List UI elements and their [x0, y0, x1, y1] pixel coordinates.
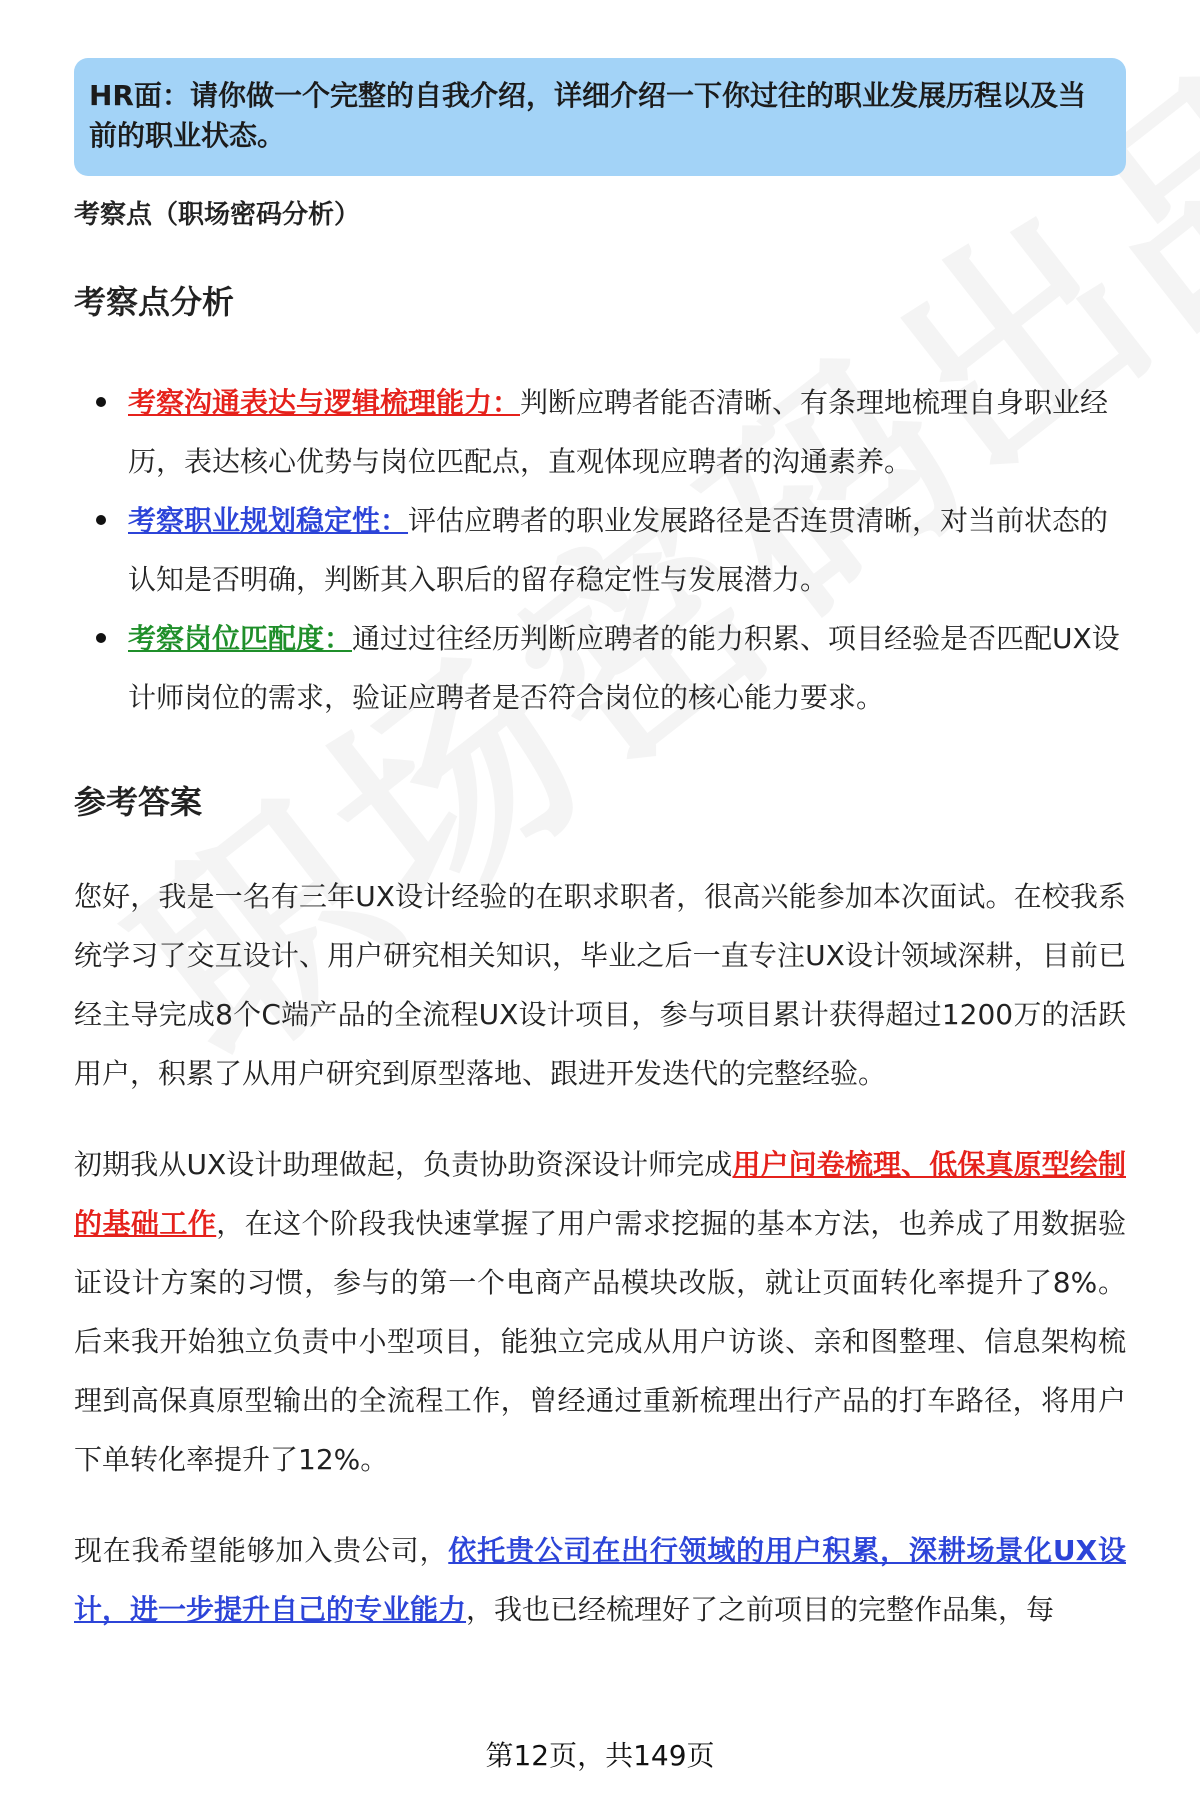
bullet-icon [96, 515, 106, 525]
point-keyword: 考察岗位匹配度： [128, 622, 353, 655]
answer-paragraph-3 [74, 1521, 1126, 1639]
analysis-heading: 考察点分析 [74, 283, 235, 321]
point-text: 判断应聘者能否清晰、有条理地梳理自身职业经历，表达核心优势与岗位匹配点，直观体现应聘者的沟通素养。 [128, 386, 1109, 478]
bullet-icon [96, 397, 106, 407]
analysis-list [74, 373, 1126, 727]
paragraph-text: 现在我希望能够加入贵公司， [74, 1534, 449, 1567]
answer-heading: 参考答案 [74, 783, 203, 821]
highlight-text: 依托贵公司在出行领域的用户积累，深耕场景化UX设计，进一步提升自己的专业能力 [74, 1534, 1126, 1626]
bullet-icon [96, 633, 106, 643]
answer-paragraph-2 [74, 1135, 1126, 1489]
page-number: 第12页，共149页 [485, 1739, 715, 1772]
question-box: HR面：请你做一个完整的自我介绍，详细介绍一下你过往的职业发展历程以及当前的职业状态。 [74, 58, 1126, 176]
point-keyword: 考察沟通表达与逻辑梳理能力： [128, 386, 521, 419]
point-text: 通过过往经历判断应聘者的能力积累、项目经验是否匹配UX设计师岗位的需求，验证应聘者是否符合岗位的核心能力要求。 [128, 622, 1120, 714]
point-keyword: 考察职业规划稳定性： [128, 504, 409, 537]
paragraph-text: 初期我从UX设计助理做起，负责协助资深设计师完成 [74, 1148, 733, 1181]
answer-paragraph-1: 您好，我是一名有三年UX设计经验的在职求职者，很高兴能参加本次面试。在校我系统学习了交互设计、用户研究相关知识，毕业之后一直专注UX设计领域深耕，目前已经主导完成8个C端产品的全流程UX设计项目，参与项目累计获得超过1200万的活跃用户，积累了从用户研究到原型落地、跟进开发迭代的完整经验。 [74, 880, 1126, 1090]
list-item [74, 491, 1126, 609]
paragraph-text: ，我也已经梳理好了之前项目的完整作品集，每 [466, 1593, 1055, 1626]
list-item [74, 609, 1126, 727]
paragraph-text: ，在这个阶段我快速掌握了用户需求挖掘的基本方法，也养成了用数据验证设计方案的习惯，参与的第一个电商产品模块改版，就让页面转化率提升了8%。后来我开始独立负责中小型项目，能独立完成从用户访谈、亲和图整理、信息架构梳理到高保真原型输出的全流程工作，曾经通过重新梳理出行产品的打车路径，将用户下单转化率提升了12%。 [74, 1207, 1126, 1476]
point-text: 评估应聘者的职业发展路径是否连贯清晰，对当前状态的认知是否明确，判断其入职后的留存稳定性与发展潜力。 [128, 504, 1109, 596]
list-item [74, 373, 1126, 491]
document-page [0, 58, 1200, 1639]
highlight-text: 用户问卷梳理、低保真原型绘制的基础工作 [74, 1148, 1126, 1240]
subheading: 考察点（职场密码分析） [74, 200, 361, 230]
